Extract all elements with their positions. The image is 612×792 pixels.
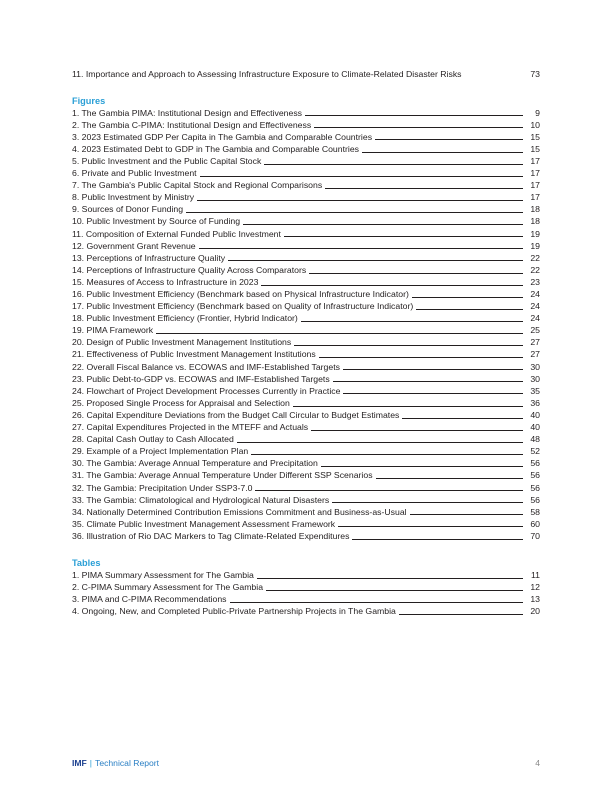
figure-entry[interactable] xyxy=(72,131,540,143)
leader-line xyxy=(257,578,523,579)
figure-entry-page: 56 xyxy=(530,470,540,481)
figure-entry-page: 30 xyxy=(530,373,540,384)
figure-entry-title: 22. Overall Fiscal Balance vs. ECOWAS and IMF-Established Targets xyxy=(72,361,340,372)
figure-entry-title: 27. Capital Expenditures Projected in the MTEFF and Actuals xyxy=(72,422,309,433)
figure-entry-title: 11. Composition of External Funded Public Investment xyxy=(72,228,281,239)
table-entry-title: 3. PIMA and C-PIMA Recommendations xyxy=(72,594,227,605)
figure-entry[interactable] xyxy=(72,252,540,264)
figure-entry-page: 52 xyxy=(530,446,540,457)
leader-line xyxy=(284,236,523,237)
leader-line xyxy=(333,381,523,382)
figure-entry-page: 24 xyxy=(530,313,540,324)
figure-entry-page: 15 xyxy=(530,131,540,142)
tables-heading: Tables xyxy=(72,557,101,568)
leader-line xyxy=(251,454,523,455)
figure-entry-title: 19. PIMA Framework xyxy=(72,325,154,336)
figure-entry-title: 14. Perceptions of Infrastructure Quality Across Comparators xyxy=(72,264,307,275)
figure-entry[interactable] xyxy=(72,276,540,288)
imf-logo: IMF xyxy=(72,758,87,768)
figure-entry-title: 6. Private and Public Investment xyxy=(72,168,197,179)
figure-entry-title: 29. Example of a Project Implementation Plan xyxy=(72,446,249,457)
leader-line xyxy=(294,345,523,346)
figure-entry[interactable] xyxy=(72,348,540,360)
table-entry-page: 12 xyxy=(530,582,540,593)
figure-entry-title: 24. Flowchart of Project Development Processes Currently in Practice xyxy=(72,385,341,396)
leader-line xyxy=(416,309,523,310)
leader-line xyxy=(197,200,523,201)
toc-entry-top[interactable] xyxy=(72,68,540,80)
figure-entry-page: 22 xyxy=(530,252,540,263)
figure-entry-page: 30 xyxy=(530,361,540,372)
figure-entry-page: 48 xyxy=(530,434,540,445)
figure-entry-title: 33. The Gambia: Climatological and Hydrological Natural Disasters xyxy=(72,494,330,505)
figure-entry-page: 36 xyxy=(530,397,540,408)
figure-entry-title: 36. Illustration of Rio DAC Markers to Tag Climate-Related Expenditures xyxy=(72,530,350,541)
figure-entry-page: 19 xyxy=(530,228,540,239)
figure-entry[interactable] xyxy=(72,264,540,276)
figure-entry[interactable] xyxy=(72,506,540,518)
page-number: 4 xyxy=(535,758,540,768)
figure-entry-page: 27 xyxy=(530,337,540,348)
figure-entry[interactable] xyxy=(72,530,540,542)
table-entry-page: 13 xyxy=(530,594,540,605)
figure-entry[interactable] xyxy=(72,288,540,300)
table-entry-title: 4. Ongoing, New, and Completed Public-Private Partnership Projects in The Gambia xyxy=(72,606,396,617)
figure-entry[interactable] xyxy=(72,119,540,131)
leader-line xyxy=(305,115,523,116)
table-entry[interactable] xyxy=(72,581,540,593)
figure-entry[interactable] xyxy=(72,143,540,155)
leader-line xyxy=(156,333,523,334)
figure-entry-page: 17 xyxy=(530,155,540,166)
figure-entry-title: 25. Proposed Single Process for Appraisal and Selection xyxy=(72,397,290,408)
footer-label: Technical Report xyxy=(95,758,160,768)
figure-entry-title: 13. Perceptions of Infrastructure Quality xyxy=(72,252,226,263)
figure-entry-page: 24 xyxy=(530,301,540,312)
figure-entry-title: 2. The Gambia C-PIMA: Institutional Design and Effectiveness xyxy=(72,119,312,130)
figure-entry[interactable] xyxy=(72,518,540,530)
leader-line xyxy=(314,127,523,128)
figure-entry[interactable] xyxy=(72,445,540,457)
leader-line xyxy=(301,321,523,322)
footer-separator: | xyxy=(89,758,93,768)
leader-line xyxy=(319,357,523,358)
leader-line xyxy=(343,393,523,394)
figure-entry[interactable] xyxy=(72,107,540,119)
toc-page xyxy=(72,68,540,617)
figure-entry-title: 23. Public Debt-to-GDP vs. ECOWAS and IMF-Established Targets xyxy=(72,373,330,384)
figure-entry[interactable] xyxy=(72,312,540,324)
figure-entry-title: 34. Nationally Determined Contribution Emissions Commitment and Business-as-Usual xyxy=(72,506,407,517)
figure-entry-page: 40 xyxy=(530,409,540,420)
figure-entry-page: 19 xyxy=(530,240,540,251)
figure-entry[interactable] xyxy=(72,397,540,409)
figure-entry[interactable] xyxy=(72,373,540,385)
table-entry-title: 1. PIMA Summary Assessment for The Gambia xyxy=(72,569,254,580)
figure-entry-title: 5. Public Investment and the Public Capital Stock xyxy=(72,155,262,166)
figure-entry-title: 15. Measures of Access to Infrastructure in 2023 xyxy=(72,276,259,287)
figure-entry[interactable] xyxy=(72,324,540,336)
figures-list xyxy=(72,107,540,542)
table-entry[interactable] xyxy=(72,569,540,581)
figure-entry-page: 17 xyxy=(530,180,540,191)
figure-entry-title: 31. The Gambia: Average Annual Temperature Under Different SSP Scenarios xyxy=(72,470,373,481)
figure-entry[interactable] xyxy=(72,457,540,469)
leader-line xyxy=(325,188,523,189)
figure-entry-page: 23 xyxy=(530,276,540,287)
figure-entry-page: 56 xyxy=(530,482,540,493)
leader-line xyxy=(261,285,523,286)
figure-entry-title: 18. Public Investment Efficiency (Frontier, Hybrid Indicator) xyxy=(72,313,298,324)
leader-line xyxy=(255,490,523,491)
figure-entry-page: 60 xyxy=(530,518,540,529)
figure-entry-page: 10 xyxy=(530,119,540,130)
leader-line xyxy=(230,602,523,603)
figure-entry-title: 21. Effectiveness of Public Investment Management Institutions xyxy=(72,349,316,360)
figure-entry-page: 18 xyxy=(530,204,540,215)
leader-line xyxy=(264,164,523,165)
leader-line xyxy=(410,514,523,515)
leader-line xyxy=(293,406,523,407)
figure-entry-page: 56 xyxy=(530,458,540,469)
leader-line xyxy=(362,152,523,153)
figure-entry[interactable] xyxy=(72,361,540,373)
figures-heading: Figures xyxy=(72,95,106,106)
figure-entry-page: 40 xyxy=(530,422,540,433)
leader-line xyxy=(309,273,523,274)
figure-entry-page: 58 xyxy=(530,506,540,517)
figure-entry[interactable] xyxy=(72,179,540,191)
leader-line xyxy=(343,369,523,370)
figure-entry-page: 9 xyxy=(535,107,540,118)
figure-entry-title: 28. Capital Cash Outlay to Cash Allocated xyxy=(72,434,234,445)
figure-entry[interactable] xyxy=(72,469,540,481)
figure-entry-title: 3. 2023 Estimated GDP Per Capita in The Gambia and Comparable Countries xyxy=(72,131,373,142)
figure-entry-title: 10. Public Investment by Source of Funding xyxy=(72,216,241,227)
figure-entry[interactable] xyxy=(72,336,540,348)
leader-line xyxy=(332,502,523,503)
figure-entry-title: 20. Design of Public Investment Management Institutions xyxy=(72,337,292,348)
toc-entry-page: 73 xyxy=(530,69,540,79)
toc-entry-title: 11. Importance and Approach to Assessing Infrastructure Exposure to Climate-Related Disaster Risks xyxy=(72,69,462,79)
figure-entry[interactable] xyxy=(72,240,540,252)
leader-line xyxy=(338,526,523,527)
leader-line xyxy=(200,176,523,177)
footer-brand xyxy=(72,758,159,768)
figure-entry-page: 25 xyxy=(530,325,540,336)
figure-entry-page: 70 xyxy=(530,530,540,541)
figure-entry-title: 35. Climate Public Investment Management Assessment Framework xyxy=(72,518,336,529)
figure-entry[interactable] xyxy=(72,228,540,240)
figure-entry-title: 1. The Gambia PIMA: Institutional Design and Effectiveness xyxy=(72,107,303,118)
figure-entry-title: 17. Public Investment Efficiency (Benchmark based on Quality of Infrastructure Indicator) xyxy=(72,301,414,312)
figure-entry-page: 24 xyxy=(530,289,540,299)
figure-entry-title: 12. Government Grant Revenue xyxy=(72,240,196,251)
figure-entry[interactable] xyxy=(72,300,540,312)
table-entry[interactable] xyxy=(72,593,540,605)
figure-entry[interactable] xyxy=(72,409,540,421)
table-entry-page: 11 xyxy=(530,569,540,580)
figure-entry-page: 56 xyxy=(530,494,540,505)
figure-entry-page: 15 xyxy=(530,143,540,154)
figure-entry-page: 17 xyxy=(530,192,540,203)
figure-entry[interactable] xyxy=(72,203,540,215)
figure-entry-page: 18 xyxy=(530,216,540,227)
leader-line xyxy=(376,478,523,479)
figure-entry[interactable] xyxy=(72,482,540,494)
figure-entry-title: 9. Sources of Donor Funding xyxy=(72,204,184,215)
figure-entry-title: 32. The Gambia: Precipitation Under SSP3-7.0 xyxy=(72,482,253,493)
leader-line xyxy=(311,430,523,431)
page-footer xyxy=(72,758,540,768)
figure-entry[interactable] xyxy=(72,385,540,397)
figure-entry-title: 7. The Gambia's Public Capital Stock and Regional Comparisons xyxy=(72,180,323,191)
figure-entry[interactable] xyxy=(72,494,540,506)
table-entry-title: 2. C-PIMA Summary Assessment for The Gambia xyxy=(72,582,264,593)
tables-list xyxy=(72,569,540,617)
leader-line xyxy=(321,466,523,467)
figure-entry[interactable] xyxy=(72,433,540,445)
leader-line xyxy=(243,224,523,225)
table-entry-page: 20 xyxy=(530,606,540,617)
leader-line xyxy=(228,260,523,261)
leader-line xyxy=(399,614,523,615)
figure-entry-title: 16. Public Investment Efficiency (Benchmark based on Physical Infrastructure Indicator) xyxy=(72,289,409,299)
figure-entry-page: 22 xyxy=(530,264,540,275)
figure-entry[interactable] xyxy=(72,167,540,179)
leader-line xyxy=(412,297,523,298)
table-entry[interactable] xyxy=(72,605,540,617)
figure-entry-title: 8. Public Investment by Ministry xyxy=(72,192,195,203)
leader-line xyxy=(237,442,523,443)
figure-entry[interactable] xyxy=(72,191,540,203)
figure-entry-page: 35 xyxy=(530,385,540,396)
figure-entry[interactable] xyxy=(72,155,540,167)
figure-entry[interactable] xyxy=(72,215,540,227)
figure-entry-page: 27 xyxy=(530,349,540,360)
figure-entry-title: 4. 2023 Estimated Debt to GDP in The Gambia and Comparable Countries xyxy=(72,143,360,154)
leader-line xyxy=(266,590,523,591)
leader-line xyxy=(352,539,523,540)
leader-line xyxy=(199,248,523,249)
figure-entry-title: 30. The Gambia: Average Annual Temperature and Precipitation xyxy=(72,458,318,469)
leader-line xyxy=(402,418,523,419)
leader-line xyxy=(186,212,523,213)
leader-line xyxy=(375,139,523,140)
figure-entry-title: 26. Capital Expenditure Deviations from the Budget Call Circular to Budget Estimates xyxy=(72,409,400,420)
figure-entry[interactable] xyxy=(72,421,540,433)
figure-entry-page: 17 xyxy=(530,168,540,179)
